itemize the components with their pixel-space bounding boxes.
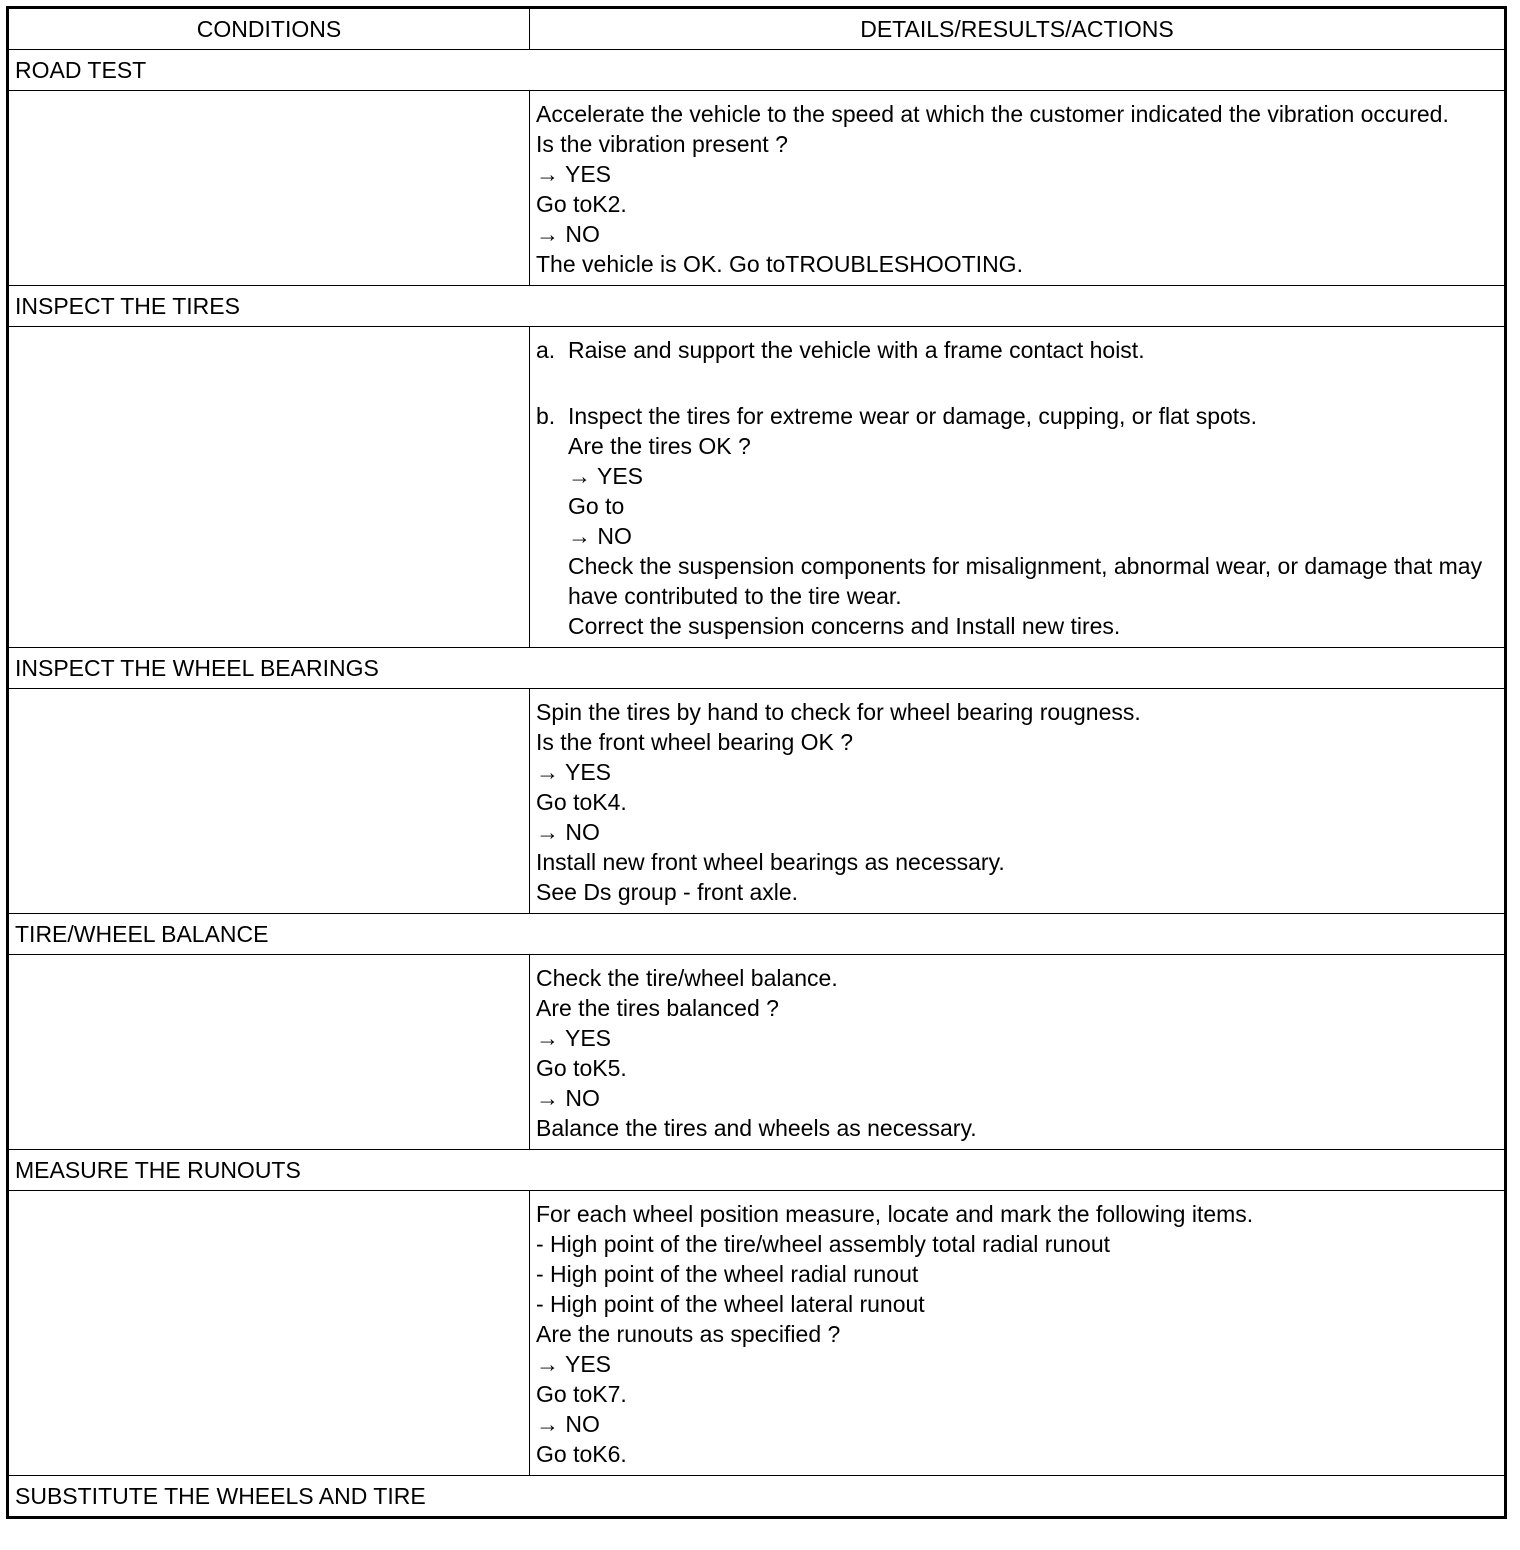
section-title-row: [8, 1476, 1506, 1518]
section-title-row: [8, 286, 1506, 327]
header-row: [8, 8, 1506, 50]
detail-line: Raise and support the vehicle with a frame contact hoist.: [568, 337, 1145, 363]
detail-line: Are the tires balanced ?: [536, 995, 779, 1021]
detail-line: - High point of the wheel radial runout: [536, 1261, 919, 1287]
detail-line: Check the suspension components for misalignment, abnormal wear, or damage that may have contributed to the tire wear.: [568, 553, 1489, 609]
detail-line: Go toK2.: [536, 191, 627, 217]
details-cell: [530, 955, 1506, 1150]
detail-line: - High point of the tire/wheel assembly total radial runout: [536, 1231, 1111, 1257]
diagnostic-table: [6, 6, 1507, 1519]
step-marker: b.: [536, 403, 556, 429]
details-cell: [530, 91, 1506, 286]
step-marker: a.: [536, 337, 556, 363]
detail-line: → YES: [536, 759, 611, 785]
section-detail-row: [8, 955, 1506, 1150]
detail-line: Go to: [568, 493, 625, 519]
section-title: ROAD TEST: [8, 50, 1506, 91]
detail-line: Are the tires OK ?: [568, 433, 751, 459]
conditions-header: CONDITIONS: [8, 8, 530, 50]
section-detail-row: [8, 1191, 1506, 1476]
detail-line: Is the vibration present ?: [536, 131, 788, 157]
table-body: [8, 8, 1506, 1518]
detail-line: - High point of the wheel lateral runout: [536, 1291, 925, 1317]
detail-line: → NO: [536, 819, 600, 845]
detail-line: Go toK7.: [536, 1381, 627, 1407]
detail-line: → YES: [536, 1025, 611, 1051]
section-title-row: [8, 50, 1506, 91]
step-item: [536, 401, 1498, 641]
detail-line: The vehicle is OK. Go toTROUBLESHOOTING.: [536, 251, 1023, 277]
section-title: SUBSTITUTE THE WHEELS AND TIRE: [8, 1476, 1506, 1518]
section-detail-row: [8, 689, 1506, 914]
section-title: TIRE/WHEEL BALANCE: [8, 914, 1506, 955]
detail-line: Are the runouts as specified ?: [536, 1321, 841, 1347]
detail-line: Spin the tires by hand to check for wheel bearing rougness.: [536, 699, 1141, 725]
details-cell: [530, 1191, 1506, 1476]
detail-line: Check the tire/wheel balance.: [536, 965, 838, 991]
section-detail-row: [8, 327, 1506, 648]
step-item: [536, 335, 1498, 365]
section-title-row: [8, 914, 1506, 955]
section-title: INSPECT THE WHEEL BEARINGS: [8, 648, 1506, 689]
detail-line: For each wheel position measure, locate and mark the following items.: [536, 1201, 1254, 1227]
detail-line: → NO: [536, 1085, 600, 1111]
detail-line: Correct the suspension concerns and Install new tires.: [568, 613, 1121, 639]
detail-line: See Ds group - front axle.: [536, 879, 799, 905]
detail-line: Go toK5.: [536, 1055, 627, 1081]
detail-line: Install new front wheel bearings as necessary.: [536, 849, 1005, 875]
section-detail-row: [8, 91, 1506, 286]
detail-line: Is the front wheel bearing OK ?: [536, 729, 854, 755]
detail-line: Go toK4.: [536, 789, 627, 815]
step-spacer: [536, 365, 1498, 401]
detail-line: → NO: [568, 523, 632, 549]
section-title-row: [8, 1150, 1506, 1191]
detail-line: → NO: [536, 1411, 600, 1437]
detail-line: Balance the tires and wheels as necessary.: [536, 1115, 977, 1141]
detail-line: Accelerate the vehicle to the speed at which the customer indicated the vibration occured.: [536, 101, 1449, 127]
detail-line: → YES: [536, 1351, 611, 1377]
detail-line: → YES: [568, 463, 643, 489]
detail-line: Inspect the tires for extreme wear or damage, cupping, or flat spots.: [568, 403, 1258, 429]
section-title-row: [8, 648, 1506, 689]
detail-line: → NO: [536, 221, 600, 247]
details-cell: [530, 327, 1506, 648]
details-header: DETAILS/RESULTS/ACTIONS: [530, 8, 1506, 50]
step-body: [568, 335, 1498, 365]
conditions-cell: [8, 1191, 530, 1476]
details-cell: [530, 689, 1506, 914]
conditions-cell: [8, 327, 530, 648]
conditions-cell: [8, 955, 530, 1150]
detail-line: → YES: [536, 161, 611, 187]
conditions-cell: [8, 91, 530, 286]
step-body: [568, 401, 1498, 641]
section-title: MEASURE THE RUNOUTS: [8, 1150, 1506, 1191]
detail-line: Go toK6.: [536, 1441, 627, 1467]
conditions-cell: [8, 689, 530, 914]
section-title: INSPECT THE TIRES: [8, 286, 1506, 327]
